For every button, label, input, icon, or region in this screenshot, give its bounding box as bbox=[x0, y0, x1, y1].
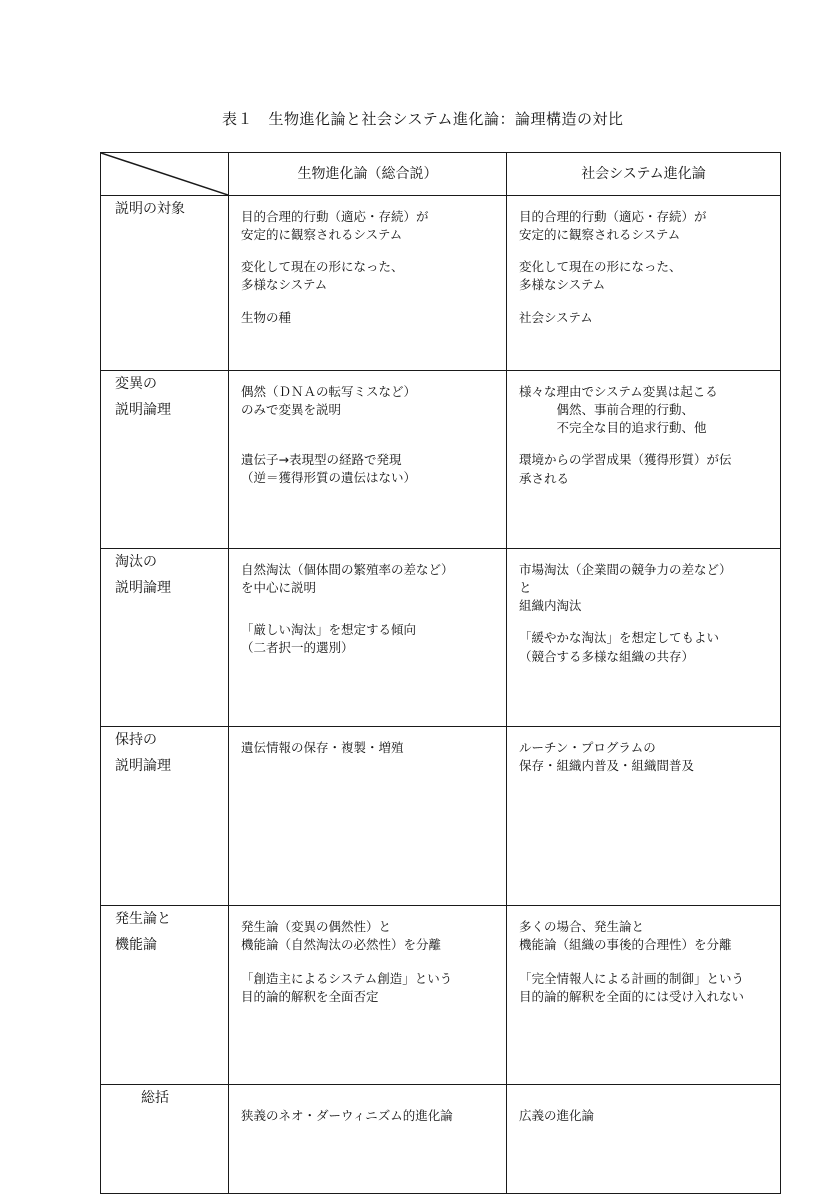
table-caption: 表１ 生物進化論と社会システム進化論：論理構造の対比 bbox=[222, 110, 624, 128]
row-label: 発生論と 機能論 bbox=[101, 906, 229, 1085]
cell-text: 「厳しい淘汰」を想定する傾向 （二者択一的選別） bbox=[241, 622, 417, 656]
comparison-table bbox=[100, 152, 781, 1194]
diagonal-line bbox=[101, 153, 228, 195]
table-row bbox=[101, 549, 781, 727]
cell-text: 「創造主によるシステム創造」という 目的論的解釈を全面否定 bbox=[241, 971, 453, 1005]
cell-text: 狭義のネオ・ダーウィニズム的進化論 bbox=[241, 1108, 453, 1123]
bio-cell bbox=[229, 549, 507, 727]
cell-text: 遺伝情報の保存・複製・増殖 bbox=[241, 740, 404, 755]
column-header-bio: 生物進化論（総合説） bbox=[229, 153, 507, 196]
bio-cell bbox=[229, 371, 507, 549]
table-row bbox=[101, 727, 781, 906]
cell-text: 変化して現在の形になった、 多様なシステム bbox=[241, 259, 404, 293]
social-cell bbox=[507, 727, 781, 906]
cell-text: 市場淘汰（企業間の競争力の差など） と 組織内淘汰 bbox=[519, 562, 732, 614]
table-row bbox=[101, 906, 781, 1085]
table-row bbox=[101, 371, 781, 549]
cell-text: 自然淘汰（個体間の繁殖率の差など） を中心に説明 bbox=[241, 562, 454, 596]
cell-text: 環境からの学習成果（獲得形質）が伝 承される bbox=[519, 452, 732, 486]
header-row bbox=[101, 153, 781, 196]
cell-text: ルーチン・プログラムの 保存・組織内普及・組織間普及 bbox=[519, 740, 695, 774]
cell-text: 目的合理的行動（適応・存続）が 安定的に観察されるシステム bbox=[519, 209, 707, 243]
row-label: 淘汰の 説明論理 bbox=[101, 549, 229, 727]
social-cell bbox=[507, 549, 781, 727]
cell-text: 様々な理由でシステム変異は起こる 偶然、事前合理的行動、 不完全な目的追求行動、他 bbox=[519, 384, 718, 436]
cell-text: 目的合理的行動（適応・存続）が 安定的に観察されるシステム bbox=[241, 209, 429, 243]
cell-text: 生物の種 bbox=[241, 309, 292, 325]
bio-cell bbox=[229, 1085, 507, 1194]
bio-cell bbox=[229, 906, 507, 1085]
social-cell bbox=[507, 371, 781, 549]
row-label: 保持の 説明論理 bbox=[101, 727, 229, 906]
cell-text: 社会システム bbox=[519, 309, 593, 325]
cell-text: 遺伝子→表現型の経路で発現 （逆＝獲得形質の遺伝はない） bbox=[241, 452, 417, 486]
cell-text: 偶然（ＤＮＡの転写ミスなど） のみで変異を説明 bbox=[241, 384, 417, 418]
row-label: 変異の 説明論理 bbox=[101, 371, 229, 549]
bio-cell bbox=[229, 196, 507, 371]
social-cell bbox=[507, 1085, 781, 1194]
social-cell bbox=[507, 906, 781, 1085]
table-row bbox=[101, 1085, 781, 1194]
cell-text: 多くの場合、発生論と 機能論（組織の事後的合理性）を分離 bbox=[519, 919, 732, 953]
bio-cell bbox=[229, 727, 507, 906]
cell-text: 変化して現在の形になった、 多様なシステム bbox=[519, 259, 682, 293]
corner-cell bbox=[101, 153, 229, 196]
column-header-social: 社会システム進化論 bbox=[507, 153, 781, 196]
row-label: 説明の対象 bbox=[101, 196, 229, 371]
cell-text: 「完全情報人による計画的制御」という 目的論的解釈を全面的には受け入れない bbox=[519, 971, 745, 1005]
cell-text: 「緩やかな淘汰」を想定してもよい （競合する多様な組織の共存） bbox=[519, 630, 720, 664]
table-row bbox=[101, 196, 781, 371]
cell-text: 発生論（変異の偶然性）と 機能論（自然淘汰の必然性）を分離 bbox=[241, 919, 442, 953]
social-cell bbox=[507, 196, 781, 371]
row-label: 総括 bbox=[101, 1085, 229, 1194]
cell-text: 広義の進化論 bbox=[519, 1108, 595, 1123]
